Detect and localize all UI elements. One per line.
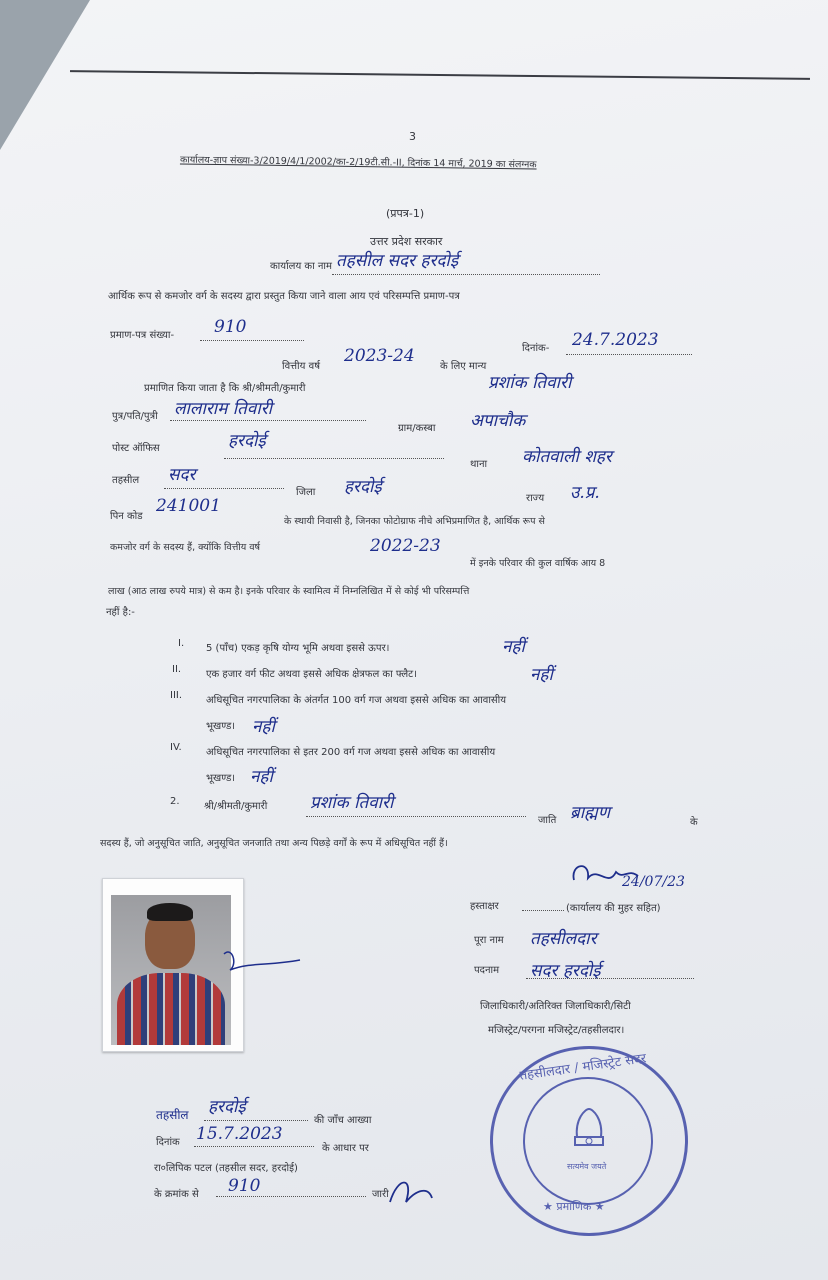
seal-bottom-text: ★ प्रमाणिक ★ xyxy=(543,1200,605,1213)
item-3-text: अधिसूचित नगरपालिका के अंतर्गत 100 वर्ग गज अथवा इससे अधिक का आवासीय xyxy=(206,695,507,706)
father-line xyxy=(170,420,366,421)
village-name: अपाचौक xyxy=(470,411,526,431)
applicant-name: प्रशांक तिवारी xyxy=(488,373,572,393)
income-year: 2022-23 xyxy=(370,536,441,556)
government-name: उत्तर प्रदेश सरकार xyxy=(370,235,443,248)
district-label: जिला xyxy=(296,487,316,498)
item-3-number: III. xyxy=(170,690,183,701)
caste-value: ब्राह्मण xyxy=(570,803,611,823)
signature-date: 24/07/23 xyxy=(622,874,685,890)
photo-shirt xyxy=(117,973,225,1045)
cert-number-label: प्रमाण-पत्र संख्या- xyxy=(110,330,175,341)
designation-line xyxy=(526,978,694,979)
certificate-subject: आर्थिक रूप से कमजोर वर्ग के सदस्य द्वारा प्रस्तुत किया जाने वाला आय एवं परिसम्पत्ति प्रमाण-पत्र xyxy=(108,291,460,302)
office-seal xyxy=(490,1046,688,1236)
post-office-line xyxy=(224,458,444,459)
item-4-text2: भूखण्ड। xyxy=(206,773,236,784)
item-2-answer: नहीं xyxy=(530,665,553,685)
district-name: हरदोई xyxy=(344,477,382,497)
income-text-tail: में इनके परिवार की कुल वार्षिक आय 8 xyxy=(470,558,606,569)
inquiry-report: की जाँच आख्या xyxy=(314,1115,372,1126)
income-text-label: कमजोर वर्ग के सदस्य हैं, क्योंकि वित्तीय वर्ष xyxy=(110,542,261,553)
fin-year: 2023-24 xyxy=(344,346,415,366)
asset-text: लाख (आठ लाख रुपये मात्र) से कम है। इनके परिवार के स्वामित्व में निम्नलिखित में से कोई भी परिसम्पत्ति xyxy=(108,586,470,597)
inquiry-basis: के आधार पर xyxy=(322,1143,369,1154)
item-4-number: IV. xyxy=(170,742,182,753)
item-1-number: I. xyxy=(178,638,185,649)
cert-date-line xyxy=(566,354,692,355)
inquiry-tehsil-label: तहसील xyxy=(156,1108,189,1122)
background-corner xyxy=(0,0,90,150)
father-name: लालाराम तिवारी xyxy=(174,399,273,419)
state-name: उ.प्र. xyxy=(570,483,600,503)
form-number: (प्रपत्र-1) xyxy=(386,207,425,220)
caste-name-label: श्री/श्रीमती/कुमारी xyxy=(204,801,268,812)
inquiry-issued: जारी xyxy=(372,1189,389,1200)
item-4-text: अधिसूचित नगरपालिका से इतर 200 वर्ग गज अथवा इससे अधिक का आवासीय xyxy=(206,747,496,758)
office-label: कार्यालय का नाम xyxy=(270,261,332,272)
post-office: हरदोई xyxy=(228,431,266,451)
officer-titles-line2: मजिस्ट्रेट/परगना मजिस्ट्रेट/तहसीलदार। xyxy=(488,1025,625,1036)
inquiry-serial: 910 xyxy=(228,1176,261,1196)
page-number: 3 xyxy=(409,130,416,143)
designation: सदर हरदोई xyxy=(530,961,601,981)
tehsil-label: तहसील xyxy=(112,475,140,486)
asset-text-end: नहीं है:- xyxy=(106,607,135,618)
father-label: पुत्र/पति/पुत्री xyxy=(112,411,158,422)
issuer-initials-signature xyxy=(384,1172,438,1212)
thana-label: थाना xyxy=(470,459,488,470)
office-name: तहसील सदर हरदोई xyxy=(336,251,459,271)
full-name-label: पूरा नाम xyxy=(474,935,504,946)
item-1-text: 5 (पाँच) एकड़ कृषि योग्य भूमि अथवा इससे ऊपर। xyxy=(206,643,390,654)
tehsil-name: सदर xyxy=(168,465,196,485)
top-rule xyxy=(70,70,810,80)
inquiry-serial-line xyxy=(216,1196,366,1197)
cert-number-line xyxy=(200,340,304,341)
photo-hair xyxy=(147,903,193,921)
fin-year-suffix: के लिए मान्य xyxy=(440,361,487,372)
fin-year-label: वित्तीय वर्ष xyxy=(282,361,320,372)
thana-name: कोतवाली शहर xyxy=(522,447,612,467)
header-reference: कार्यालय-ज्ञाप संख्या-3/2019/4/1/2002/का-2/19टी.सी.-II, दिनांक 14 मार्च, 2019 का संलग्नक xyxy=(179,154,537,171)
inquiry-tehsil: हरदोई xyxy=(208,1097,246,1117)
caste-number: 2. xyxy=(170,796,180,807)
designation-label: पदनाम xyxy=(474,965,500,976)
tehsil-line xyxy=(164,488,284,489)
inquiry-date-line xyxy=(194,1146,314,1147)
applicant-photo xyxy=(111,895,231,1045)
officer-titles-line1: जिलाधिकारी/अतिरिक्त जिलाधिकारी/सिटी xyxy=(480,1001,631,1012)
caste-label: जाति xyxy=(538,815,557,826)
inquiry-date: 15.7.2023 xyxy=(196,1124,283,1144)
residence-text: के स्थायी निवासी है, जिनका फोटोग्राफ नीचे अभिप्रमाणित है, आर्थिक रूप से xyxy=(284,516,545,527)
item-2-text: एक हजार वर्ग फीट अथवा इससे अधिक क्षेत्रफल का फ्लैट। xyxy=(206,669,417,680)
seal-top-text: तहसीलदार / मजिस्ट्रेट सदर xyxy=(518,1051,648,1084)
item-4-answer: नहीं xyxy=(250,767,273,787)
item-3-text2: भूखण्ड। xyxy=(206,721,236,732)
cert-number: 910 xyxy=(214,317,247,337)
pin-code: 241001 xyxy=(156,496,221,516)
item-2-number: II. xyxy=(172,664,182,675)
full-name: तहसीलदार xyxy=(530,929,597,949)
item-1-answer: नहीं xyxy=(502,637,525,657)
inquiry-tehsil-line xyxy=(204,1120,308,1121)
pin-label: पिन कोड xyxy=(110,511,143,522)
inquiry-clerk-desk: रा०लिपिक पटल (तहसील सदर, हरदोई) xyxy=(154,1163,298,1174)
signature-line xyxy=(522,910,564,911)
post-office-label: पोस्ट ऑफिस xyxy=(112,443,160,454)
cert-date: 24.7.2023 xyxy=(572,330,659,350)
inquiry-date-label: दिनांक xyxy=(156,1137,180,1148)
seal-motto: सत्यमेव जयते xyxy=(567,1162,607,1171)
state-label: राज्य xyxy=(526,493,545,504)
item-3-answer: नहीं xyxy=(252,717,275,737)
caste-statement: सदस्य हैं, जो अनुसूचित जाति, अनुसूचित जनजाति तथा अन्य पिछड़े वर्गों के रूप में अधिसूचित नहीं हैं। xyxy=(100,838,448,849)
inquiry-serial-label: के क्रमांक से xyxy=(154,1189,199,1200)
photo-attestation-signature xyxy=(220,944,310,994)
caste-tail: के xyxy=(690,817,698,828)
certify-label: प्रमाणित किया जाता है कि श्री/श्रीमती/कुमारी xyxy=(144,383,306,394)
cert-date-label: दिनांक- xyxy=(522,343,550,354)
signature-note: (कार्यालय की मुहर सहित) xyxy=(566,903,661,914)
caste-applicant-name: प्रशांक तिवारी xyxy=(310,793,394,813)
signature-label: हस्ताक्षर xyxy=(470,901,499,912)
national-emblem-icon xyxy=(561,1101,617,1163)
village-label: ग्राम/कस्बा xyxy=(398,423,436,434)
office-dotted-line xyxy=(332,274,600,275)
caste-name-line xyxy=(306,816,526,817)
